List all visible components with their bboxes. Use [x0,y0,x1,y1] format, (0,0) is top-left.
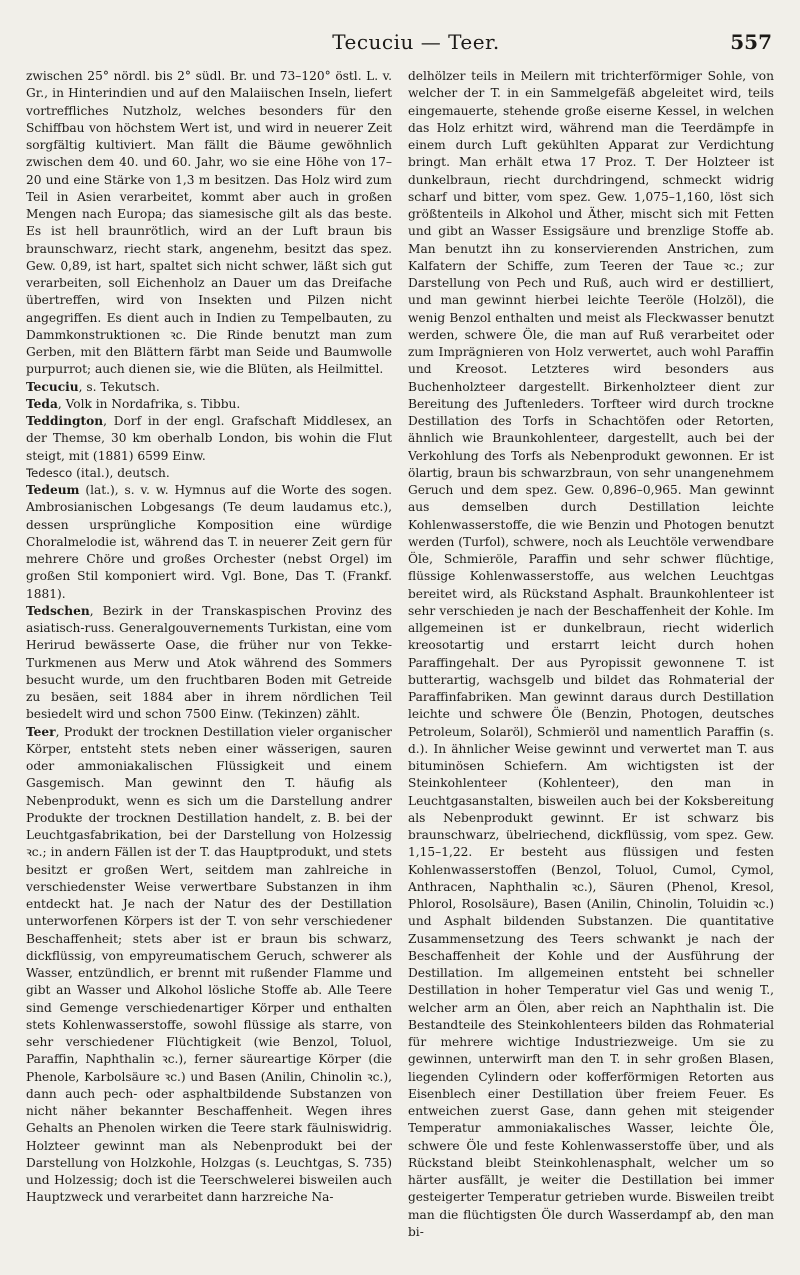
page-header [60,30,772,62]
entry-text: , Dorf in der engl. Grafschaft Middlesex, an der Themse, 30 km oberhalb London, bis wohin die Flut steigt, mit (1881) 6599 Einw. [26,414,392,463]
entry-text: (ital.), deutsch. [72,465,170,480]
entry-text: , Bezirk in der Transkaspischen Provinz des asiatisch-russ. Generalgouvernements Turkistan, eine vom Herirud bewässerte Oase, die früher nur von Tekke-Turkmenen aus Merw und Atok während des Sommers besucht wurde, um den fruchtbaren Boden mit Getreide zu besäen, seit 1884 aber in ihrem nördlichen Teil besiedelt wird und schon 7500 Einw. (Tekinzen) zählt. [26,603,392,722]
text-columns [26,68,774,1263]
entry-text: (lat.), s. v. w. Hymnus auf die Worte des sogen. Ambrosianischen Lobgesangs (Te deum laudamus etc.), dessen ursprüngliche Komposition eine würdige Choralmelodie ist, während das T. in neuerer Zeit gern für mehrere Chöre und großes Orchester (nebst Orgel) im großen Stil komponiert wird. Vgl. Bone, Das T. (Frankf. 1881). [26,483,392,601]
entry-term: Teda [26,396,58,411]
entry-tedeum [26,482,392,603]
entry-term: Tedeum [26,483,80,497]
entry-term: Tedesco [26,465,73,480]
entry-term: Teddington [26,414,104,428]
page-number: 557 [730,30,772,54]
entry-tecuciu [26,379,392,396]
entry-continuation [26,68,392,379]
entry-teddington [26,413,392,465]
left-column [26,68,392,1263]
entry-teer [26,724,392,1207]
entry-tedesco [26,465,392,482]
entry-text: , Produkt der trocknen Destillation vieler organischer Körper, entsteht stets neben einer wässerigen, sauren oder ammoniakalischen Flüssigkeit und einem Gasgemisch. Man gewinnt den T. häufig als Nebenprodukt, wenn es sich um die Darstellung andrer Produkte der trocknen Destillation handelt, z. B. bei der Leuchtgasfabrikation, bei der Darstellung von Holzessig ꝛc.; in andern Fällen ist der T. das Hauptprodukt, und stets besitzt er großen Wert, seitdem man zahlreiche in verschiedenster Weise verwertbare Substanzen in ihm entdeckt hat. Je nach der Natur des der Destillation unterworfenen Körpers ist der T. von sehr verschiedener Beschaffenheit; stets aber ist er braun bis schwarz, dickflüssig, von empyreumatischem Geruch, schwerer als Wasser, entzündlich, er brennt mit rußender Flamme und gibt an Wasser und Alkohol lösliche Stoffe ab. Alle Teere sind Gemenge verschiedenartiger Körper und enthalten stets Kohlenwasserstoffe, sowohl flüssige als starre, von sehr verschiedener Flüchtigkeit (wie Benzol, Toluol, Paraffin, Naphthalin ꝛc.), ferner säureartige Körper (die Phenole, Karbolsäure ꝛc.) und Basen (Anilin, Chinolin ꝛc.), dann auch pech- oder asphaltbildende Substanzen von nicht näher bekannter Beschaffenheit. Wegen ihres Gehalts an Phenolen wirken die Teere stark fäulniswidrig. Holzteer gewinnt man als Nebenprodukt bei der Darstellung von Holzkohle, Holzgas (s. Leuchtgas, S. 735) und Holzessig; doch ist die Teerschwelerei bisweilen auch Hauptzweck und verarbeitet dann harzreiche Na- [26,724,392,1205]
entry-text: , Volk in Nordafrika, s. Tibbu. [57,396,241,411]
entry-text: delhölzer teils in Meilern mit trichterförmiger Sohle, von welcher der T. in ein Sammelgefäß abgeleitet wird, teils eingemauerte, stehende große eiserne Kessel, in welchen das Holz erhitzt wird, während man die Teerdämpfe in einem durch Luft gekühlten Apparat zur Verdichtung bringt. Man erhält etwa 17 Proz. T. Der Holzteer ist dunkelbraun, riecht durchdringend, schmeckt widrig scharf und bitter, vom spez. Gew. 1,075–1,160, löst sich größtenteils in Alkohol und Äther, mischt sich mit Fetten und gibt an Wasser Essigsäure und brenzlige Stoffe ab. Man benutzt ihn zu konservierenden Anstrichen, zum Kalfatern der Schiffe, zum Teeren der Taue ꝛc.; zur Darstellung von Pech und Ruß, auch wird er destilliert, und man gewinnt hierbei leichte Teeröle (Holzöl), die wenig Benzol enthalten und meist als Fleckwasser benutzt werden, schwere Öle, die man auf Ruß verarbeitet oder zum Imprägnieren von Holz verwertet, auch wohl Paraffin und Kreosot. Letzteres wird besonders aus Buchenholzteer dargestellt. Birkenholzteer dient zur Bereitung des Juftenleders. Torfteer wird durch trockne Destillation des Torfs in Schachtöfen oder Retorten, ähnlich wie Braunkohlenteer, dargestellt, auch bei der Verkohlung des Torfs als Nebenprodukt gewonnen. Er ist ölartig, braun bis schwarzbraun, von sehr unangenehmem Geruch und dem spez. Gew. 0,896–0,965. Man gewinnt aus demselben durch Destillation leichte Kohlenwasserstoffe, die wie Benzin und Photogen benutzt werden (Turfol), schwere, noch als Leuchtöle verwendbare Öle, Schmieröle, Paraffin und sehr schwer flüchtige, flüssige Kohlenwasserstoffe, aus welchen Leuchtgas bereitet wird, als Rückstand Asphalt. Braunkohlenteer ist sehr verschieden je nach der Beschaffenheit der Kohle. Im allgemeinen ist er dunkelbraun, riecht widerlich kreosotartig und erstarrt leicht durch hohen Paraffingehalt. Der aus Pyropissit gewonnene T. ist butterartig, wachsgelb und bildet das Rohmaterial der Paraffinfabriken. Man gewinnt daraus durch Destillation leichte und schwere Öle (Benzin, Photogen, deutsches Petroleum, Solaröl), Schmieröl und namentlich Paraffin (s. d.). In ähnlicher Weise gewinnt und verwertet man T. aus bituminösen Schiefern. Am wichtigsten ist der Steinkohlenteer (Kohlenteer), den man in Leuchtgasanstalten, bisweilen auch bei der Koksbereitung als Nebenprodukt gewinnt. Er ist schwarz bis braunschwarz, übelriechend, dickflüssig, vom spez. Gew. 1,15–1,22. Er besteht aus flüssigen und festen Kohlenwasserstoffen (Benzol, Toluol, Cumol, Cymol, Anthracen, Naphthalin ꝛc.), Säuren (Phenol, Kresol, Phlorol, Rosolsäure), Basen (Anilin, Chinolin, Toluidin ꝛc.) und Asphalt bildenden Substanzen. Die quantitative Zusammensetzung des Teers schwankt je nach der Beschaffenheit der Kohle und der Ausführung der Destillation. Im allgemeinen entsteht bei schneller Destillation in hoher Temperatur viel Gas und wenig T., welcher arm an Ölen, aber reich an Naphthalin ist. Die Bestandteile des Steinkohlenteers bilden das Rohmaterial für mehrere wichtige Industriezweige. Um sie zu gewinnen, unterwirft man den T. in sehr großen Blasen, liegenden Cylindern oder kofferförmigen Retorten aus Eisenblech einer Destillation über freiem Feuer. Es entweichen zuerst Gase, dann gehen mit steigender Temperatur ammoniakalisches Wasser, leichte Öle, schwere Öle und feste Kohlenwasserstoffe über, und als Rückstand bleibt Steinkohlenasphalt, welcher um so härter ausfällt, je weiter die Destillation bei immer gesteigerter Temperatur getrieben wurde. Bisweilen treibt man die flüchtigsten Öle durch Wasserdampf ab, den man bi- [408,69,774,1239]
entry-teda [26,396,392,413]
right-column [408,68,774,1263]
entry-text: , s. Tekutsch. [78,379,160,394]
entry-term: Tedschen [26,603,90,618]
entry-teer-continuation [408,68,774,1241]
entry-text: zwischen 25° nördl. bis 2° südl. Br. und 73–120° östl. L. v. Gr., in Hinterindien und auf den Malaiischen Inseln, liefert vortreffliches Nutzholz, welches besonders für den Schiffbau von höchstem Wert ist, und wird in neuerer Zeit sorgfältig kultiviert. Man fällt die Bäume gewöhnlich zwischen dem 40. und 60. Jahr, wo sie eine Höhe von 17–20 und eine Stärke von 1,3 m besitzen. Das Holz wird zum Teil in Asien verarbeitet, kommt aber auch in großen Mengen nach Europa; das siamesische gilt als das beste. Es ist hell braunrötlich, wird an der Luft braun bis braunschwarz, riecht stark, angenehm, besitzt das spez. Gew. 0,89, ist hart, spaltet sich nicht schwer, läßt sich gut verarbeiten, soll Eichenholz an Dauer um das Dreifache übertreffen, wird von Insekten und Pilzen nicht angegriffen. Es dient auch in Indien zu Tempelbauten, zu Dammkonstruktionen ꝛc. Die Rinde benutzt man zum Gerben, mit den Blättern färbt man Seide und Baumwolle purpurrot; auch dienen sie, wie die Blüten, als Heilmittel. [26,69,392,377]
running-title: Tecuciu — Teer. [332,30,500,54]
entry-term: Tecuciu [26,379,79,394]
entry-tedschen [26,603,392,724]
entry-term: Teer [26,724,56,739]
